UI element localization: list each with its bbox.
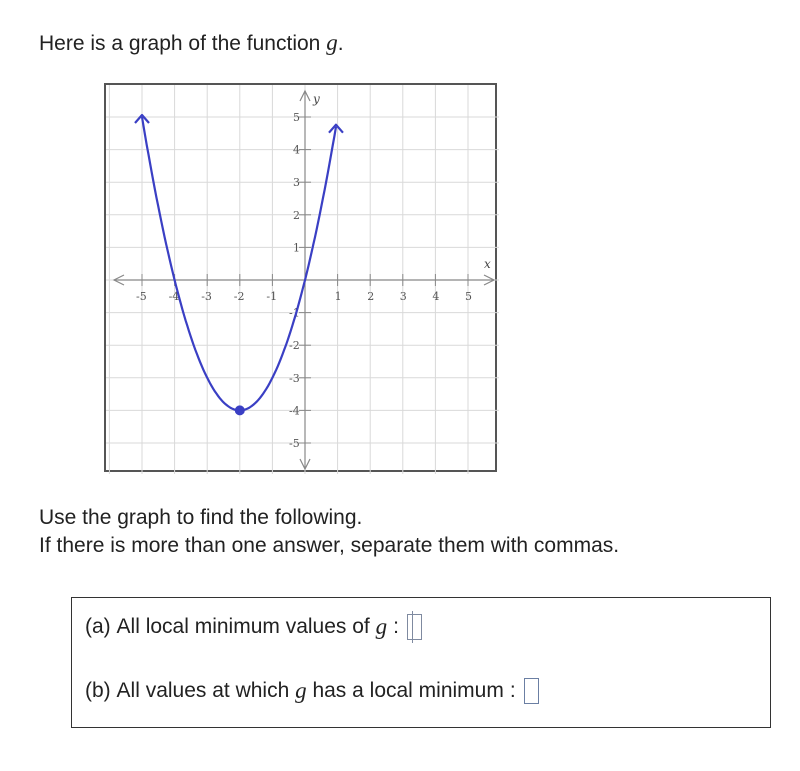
- function-name: g: [326, 30, 338, 55]
- answer-panel: [71, 597, 771, 728]
- x-tick-label: 2: [367, 290, 375, 303]
- question-a-text: All local minimum values of: [116, 615, 370, 638]
- question-b-text: All values at which: [116, 679, 290, 702]
- x-tick-label: 1: [334, 290, 342, 303]
- y-tick-label: -5: [289, 437, 300, 450]
- y-tick-label: 5: [293, 111, 300, 124]
- y-tick-label: 3: [293, 176, 300, 190]
- question-intro: [39, 30, 344, 56]
- x-tick-label: -1: [266, 290, 278, 303]
- question-b-text2: has a local minimum: [312, 679, 504, 702]
- x-tick-label: -3: [201, 290, 212, 303]
- x-tick-label: 4: [432, 290, 440, 303]
- intro-period: .: [337, 32, 344, 55]
- x-tick-label: 3: [399, 290, 407, 303]
- graph-canvas: [106, 85, 499, 474]
- x-tick-label: -2: [233, 290, 245, 303]
- question-a-prefix: (a): [85, 615, 111, 638]
- function-curve: [142, 117, 336, 410]
- instruction-line-2: If there is more than one answer, separate them with commas.: [39, 534, 620, 557]
- y-tick-label: -1: [289, 306, 300, 320]
- question-a-colon: :: [393, 615, 399, 638]
- x-tick-label: -5: [136, 290, 147, 303]
- question-a: [85, 614, 422, 640]
- question-b-var: g: [295, 678, 307, 703]
- x-tick-label: -4: [168, 290, 180, 303]
- y-tick-label: -2: [289, 339, 300, 353]
- x-tick-label: 5: [465, 290, 472, 303]
- local-min-values-input[interactable]: [407, 614, 422, 640]
- question-b-colon: :: [509, 679, 516, 702]
- y-axis-label: y: [313, 92, 320, 106]
- y-tick-label: -3: [289, 371, 300, 385]
- y-tick-label: 1: [293, 241, 300, 255]
- question-b-prefix: (b): [85, 679, 111, 702]
- question-b: [85, 678, 539, 704]
- instructions: [39, 504, 619, 560]
- intro-text: Here is a graph of the function: [39, 32, 321, 55]
- local-minimum-point: [235, 405, 245, 415]
- x-axis-label: x: [484, 257, 491, 271]
- question-a-var: g: [375, 614, 388, 639]
- y-tick-label: 4: [293, 143, 300, 157]
- y-tick-label: -4: [289, 404, 300, 418]
- function-graph: [104, 83, 497, 472]
- y-tick-label: 2: [293, 208, 300, 222]
- instruction-line-1: Use the graph to find the following.: [39, 506, 363, 529]
- local-min-locations-input[interactable]: [524, 678, 539, 704]
